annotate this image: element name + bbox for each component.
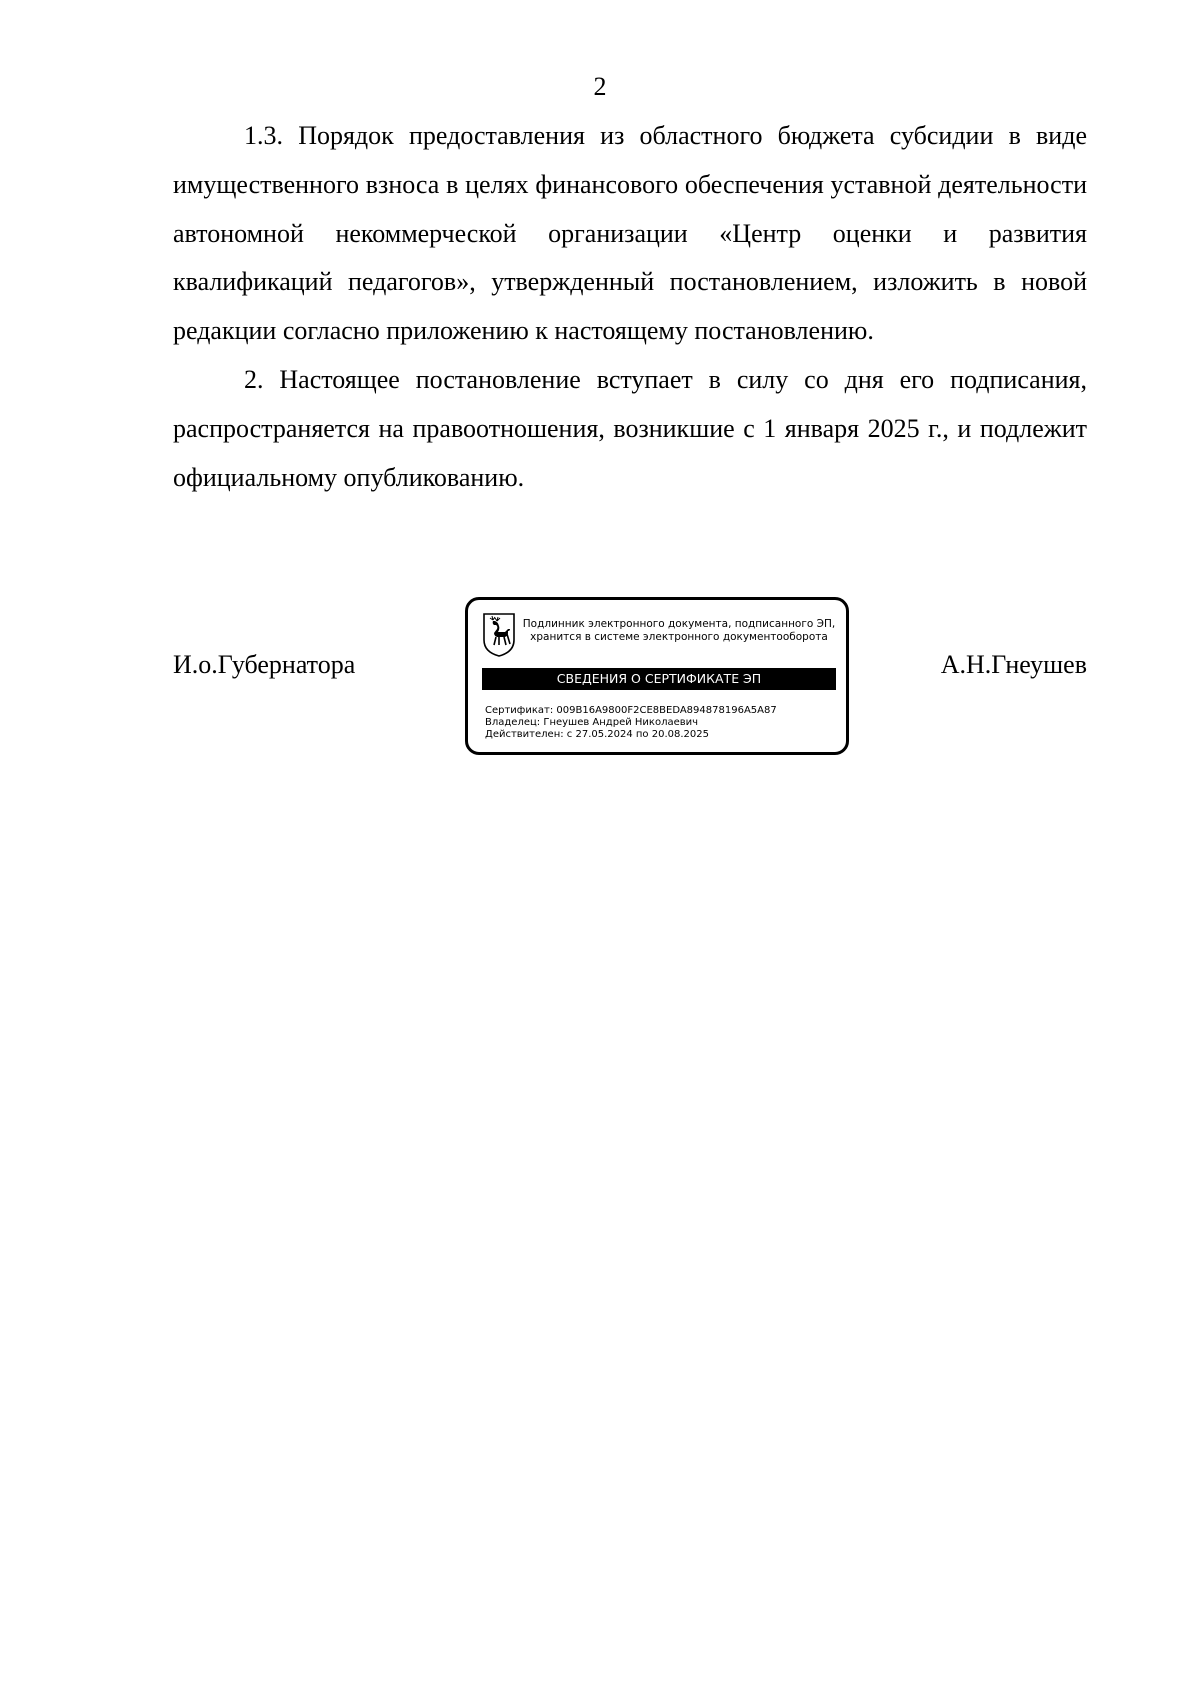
electronic-signature-stamp <box>465 597 849 755</box>
certificate-validity: Действителен: с 27.05.2024 по 20.08.2025 <box>485 729 709 740</box>
page-number: 2 <box>593 72 607 101</box>
signatory-name: А.Н.Гнеушев <box>940 650 1087 679</box>
certificate-number: Сертификат: 009B16A9800F2CE8BEDA894878196A5A87 <box>485 705 777 716</box>
certificate-owner: Владелец: Гнеушев Андрей Николаевич <box>485 717 699 728</box>
paragraph-2: 2. Настоящее постановление вступает в силу со дня его подписания, распространяется на правоотношения, возникшие с 1 января 2025 г., и подлежит официальному опубликованию. <box>173 364 1087 492</box>
document-body <box>173 112 1087 502</box>
certificate-info-banner: СВЕДЕНИЯ О СЕРТИФИКАТЕ ЭП <box>482 668 836 690</box>
stamp-header-line-1: Подлинник электронного документа, подписанного ЭП, <box>522 618 836 630</box>
coat-of-arms-icon <box>481 612 517 658</box>
signatory-title: И.о.Губернатора <box>173 650 356 679</box>
stamp-header <box>518 618 840 644</box>
stamp-header-line-2: хранится в системе электронного документооборота <box>530 631 828 643</box>
certificate-details <box>485 705 835 741</box>
paragraph-1-3: 1.3. Порядок предоставления из областного бюджета субсидии в виде имущественного взноса в целях финансового обеспечения уставной деятельности автономной некоммерческой организации «Центр оценки и развития квалификаций педагогов», утвержденный постановлением, изложить в новой редакции согласно приложению к настоящему постановлению. <box>173 121 1087 346</box>
